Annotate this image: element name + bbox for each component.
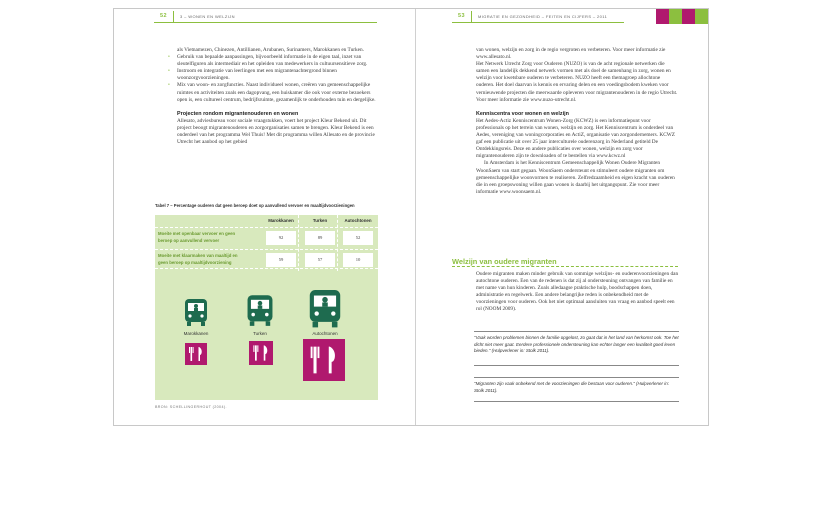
book-spread [113, 8, 709, 426]
left-text-column [177, 47, 378, 146]
column-header: Turken [312, 218, 328, 223]
row-label: Moeite met openbaar vervoer en geen beroep op aanvullend vervoer [158, 231, 236, 243]
table-cell: 10 [343, 253, 373, 267]
section-title: Welzijn van oudere migranten [452, 257, 557, 266]
column-header: Marokkanen [268, 218, 294, 223]
table-cell: 92 [266, 231, 296, 245]
right-text-column-lower [476, 271, 679, 314]
bullet-item: • Instroom en integratie van leerlingen met een migrantenachtergrond binnen woonzorgvoorzieningen. [177, 68, 378, 82]
paragraph: In Amsterdam is het Kenniscentrum Gemeenschappelijk Wonen Oudere Migranten WoonSaem van start gegaan. WoonSaem ondersteunt en stimuleert oudere migranten om gemeenschappelijke woonvormen te realiseren. Zelfredzaamheid en eigen kracht van ouderen die in een groepswoning willen gaan wonen is daarbij het uitgangspunt. Zie voor meer informatie www.woonsaem.nl. [476, 160, 675, 195]
cutlery-icon [185, 343, 207, 365]
row-label: Moeite met klaarmaken van maaltijd en geen beroep op maaltijdvoorziening [158, 253, 238, 265]
right-page-header [452, 9, 624, 23]
cutlery-icon [249, 341, 273, 365]
table-source: BRON: SCHELLINGERHOUT (2004). [155, 405, 227, 409]
cutlery-icon [303, 339, 345, 381]
paragraph: van wonen, welzijn en zorg in de regio vergroten en verbeteren. Voor meer informatie zie www.allesato.nl. [476, 47, 666, 61]
column-header: Autochtonen [344, 218, 372, 223]
chapter-tab [669, 9, 682, 24]
bullet-list [177, 54, 378, 104]
paragraph: Oudere migranten maken minder gebruik van sommige welzijns- en ouderenvoorzieningen dan autochtone ouderen. Een van de redenen is dat zij al ondersteuning ontvangen van familie en met name van hun kinderen. Zoals alledaagse praktische hulp, boodschappen doen, administratie en regelwerk. Een andere belangrijke reden is onbekendheid met de voorzieningen voor ouderen. Ook het niet optimaal aansluiten van vraag en aanbod speelt een rol (NOOM 2009). [476, 271, 679, 313]
table-cell: 57 [305, 253, 335, 267]
paragraph: Het Netwerk Utrecht Zorg voor Ouderen (NUZO) is van de acht regionale netwerken die samen een landelijk dekkend netwerk vormen met als doel de samenhang in zorg, wonen en welzijn voor kwetsbare ouderen te verbeteren. NUZO heeft een themagroep allochtone ouderen. Het doel daarvan is kennis en ervaring delen en een voedingsbodem kweken voor vernieuwende projecten die meerwaarde opleveren voor migrantenouderen in de regio Utrecht. Voor meer informatie zie www.nuzo-utrecht.nl. [476, 61, 678, 103]
group-label: Turken [253, 331, 267, 336]
gutter [415, 9, 416, 425]
subheading: Kenniscentra voor wonen en welzijn [476, 110, 569, 117]
chapter-tab [682, 9, 695, 24]
pull-quote: "Migranten zijn vaak onbekend met de voorzieningen die bestaan voor ouderen." (Hulpverlener in: Stolk 2011). [474, 377, 679, 394]
left-page-number: 52 [154, 11, 174, 22]
bullet-item: • Mix van woon- en zorgfuncties. Naast individueel wonen, creëren van gemeenschappelijke ruimtes en activiteiten zoals een dagopvang, een huiskamer die ook voor externe bezoekers open is, een cultureel centrum, bedrijfsruimte, gezamenlijk te onderhouden tuin en dergelijke. [177, 82, 378, 103]
bus-icon [307, 287, 343, 329]
table-cell: 89 [305, 231, 335, 245]
group-label: Autochtonen [312, 331, 338, 336]
table-row [155, 227, 378, 247]
quote-rule [474, 401, 679, 402]
table-row [155, 249, 378, 269]
group-label: Marokkanen [183, 331, 209, 336]
table-title: Tabel 7 – Percentage ouderen dat geen beroep doet op aanvullend vervoer en maaltijdvoorzieningen [155, 203, 355, 208]
bullet-item: • Gebruik van bepaalde aanpassingen, bijvoorbeeld informatie in de eigen taal, inzet van sleutelfiguren als intermediair en het opleiden van medewerkers in cultuursensitieve zorg. [177, 54, 378, 68]
subheading: Projecten rondom migrantenouderen en wonen [177, 110, 299, 117]
right-page-number: 53 [452, 11, 472, 22]
table-cell: 59 [266, 253, 296, 267]
right-running-title: MIGRATIE EN GEZONDHEID – FEITEN EN CIJFERS – 2011 [478, 14, 608, 19]
section-rule [452, 266, 678, 267]
intro-text: als Vietnamezen, Chinezen, Antillianen, Arubanen, Surinamers, Marokkanen en Turken. [177, 47, 364, 53]
bus-icon [183, 297, 209, 327]
left-running-title: 3 – WONEN EN WELZIJN [180, 14, 235, 19]
pull-quote: "Vaak worden problemen binnen de familie opgelost, zo gaat dat in het land van herkomst ook. Toe het dicht niet meer gaat. Eerdere professionele ondersteuning kan echter langer een kwaliteit goed leven bieden." (Hulpverlener in: Stolk 2011). [474, 331, 679, 355]
quote-rule [474, 365, 679, 366]
chapter-color-tabs [656, 9, 708, 24]
bus-icon [245, 293, 275, 327]
chapter-tab [656, 9, 669, 24]
table-figure [155, 215, 378, 400]
table-cell: 52 [343, 231, 373, 245]
paragraph: Het Aedes-Actiz Kenniscentrum Wonen-Zorg (KCWZ) is een informatiepunt voor professionals op het terrein van wonen, welzijn en zorg. Het Kenniscentrum is onderdeel van Aedes, vereniging van woningcorporaties en ActiZ, organisatie van zorgondernemers. KCWZ gaf een publicatie uit over 25 jaar interculturele ouderenzorg in Nederland getiteld De Ontdekkingsreis. Deze en andere publicaties over wonen, welzijn en zorg voor migrantenouderen zijn te downloaden of te bestellen via www.kcwz.nl [476, 117, 675, 160]
left-page-header [154, 9, 377, 23]
chapter-tab [695, 9, 708, 24]
paragraph: Allesato, adviesbureau voor sociale vraagstukken, voert het project Kleur Bekend uit. Dit project beoogt migrantenouderen en zorgorganisaties samen te brengen. Kleur Bekend is een onderdeel van het programma Wel Thuis! Met dit programma willen Allesato en de provincie Utrecht het aanbod op het gebied [177, 117, 375, 146]
right-text-column [476, 47, 679, 196]
